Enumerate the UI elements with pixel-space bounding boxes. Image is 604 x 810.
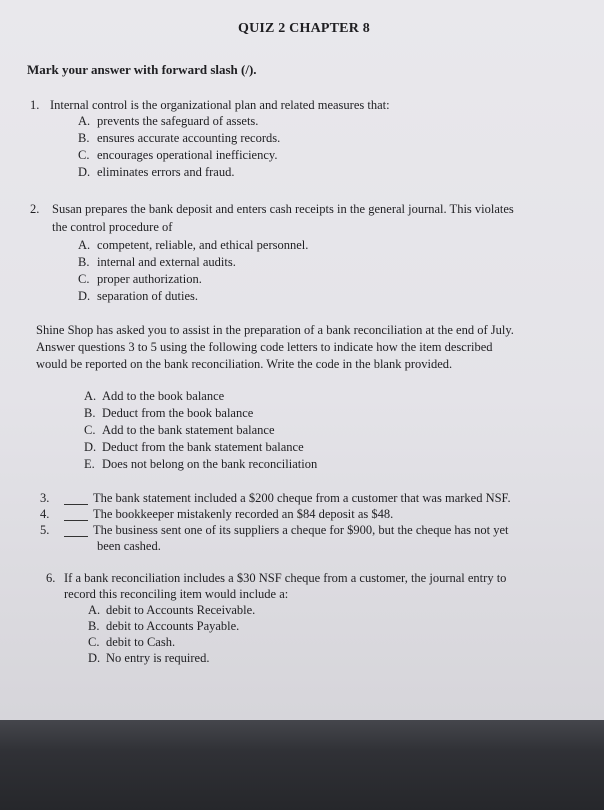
code-text: Add to the book balance: [102, 389, 225, 403]
q6-text-line1: If a bank reconciliation includes a $30 NSF cheque from a customer, the journal entry to: [64, 571, 507, 585]
q6-text-line2: record this reconciling item would include a:: [64, 587, 289, 601]
code-letter: A.: [84, 389, 97, 403]
q2-option-letter[interactable]: A.: [78, 238, 91, 252]
q1-option-text[interactable]: encourages operational inefficiency.: [97, 148, 278, 162]
q2-option-text[interactable]: proper authorization.: [97, 272, 202, 286]
intro-line3: would be reported on the bank reconciliation. Write the code in the blank provided.: [36, 357, 453, 371]
intro-line1: Shine Shop has asked you to assist in the preparation of a bank reconciliation at the end of July.: [36, 323, 514, 337]
item-text-continued: been cashed.: [97, 539, 161, 553]
q2-option-letter[interactable]: B.: [78, 255, 90, 269]
q1-option-letter[interactable]: B.: [78, 131, 90, 145]
item-text: The bookkeeper mistakenly recorded an $84 deposit as $48.: [93, 507, 394, 521]
code-text: Deduct from the book balance: [102, 406, 254, 420]
q2-option-text[interactable]: separation of duties.: [97, 289, 199, 303]
q2-option-text[interactable]: internal and external audits.: [97, 255, 236, 269]
q2-text-line1: Susan prepares the bank deposit and enters cash receipts in the general journal. This violates: [52, 202, 514, 216]
q6-option-letter[interactable]: B.: [88, 619, 100, 633]
q6-option-text[interactable]: debit to Cash.: [106, 635, 176, 649]
q6-option-text[interactable]: debit to Accounts Payable.: [106, 619, 240, 633]
code-letter: E.: [84, 457, 95, 471]
q6-option-text[interactable]: No entry is required.: [106, 651, 210, 665]
q2-text-line2: the control procedure of: [52, 220, 173, 234]
monitor-bezel: [0, 720, 604, 810]
q1-text: Internal control is the organizational plan and related measures that:: [50, 98, 390, 112]
q2-number: 2.: [30, 202, 40, 216]
q1-option-text[interactable]: ensures accurate accounting records.: [97, 131, 281, 145]
answer-blank[interactable]: [64, 493, 88, 505]
code-letter: D.: [84, 440, 97, 454]
item-number: 3.: [40, 491, 50, 505]
answer-blank[interactable]: [64, 509, 88, 521]
code-text: Does not belong on the bank reconciliation: [102, 457, 318, 471]
q2-option-text[interactable]: competent, reliable, and ethical personnel.: [97, 238, 309, 252]
item-text: The bank statement included a $200 cheque from a customer that was marked NSF.: [93, 491, 511, 505]
q1-option-letter[interactable]: A.: [78, 114, 91, 128]
code-text: Add to the bank statement balance: [102, 423, 275, 437]
q1-option-text[interactable]: eliminates errors and fraud.: [97, 165, 235, 179]
q2-option-letter[interactable]: C.: [78, 272, 90, 286]
code-letter: B.: [84, 406, 96, 420]
q6-option-letter[interactable]: C.: [88, 635, 100, 649]
item-number: 4.: [40, 507, 50, 521]
code-letter: C.: [84, 423, 96, 437]
item-number: 5.: [40, 523, 50, 537]
q1-number: 1.: [30, 98, 40, 112]
q1-option-letter[interactable]: D.: [78, 165, 91, 179]
item-text: The business sent one of its suppliers a cheque for $900, but the cheque has not yet: [93, 523, 509, 537]
intro-line2: Answer questions 3 to 5 using the following code letters to indicate how the item described: [36, 340, 493, 354]
q2-option-letter[interactable]: D.: [78, 289, 91, 303]
code-text: Deduct from the bank statement balance: [102, 440, 304, 454]
page-title: QUIZ 2 CHAPTER 8: [238, 21, 370, 36]
q1-option-letter[interactable]: C.: [78, 148, 90, 162]
q1-option-text[interactable]: prevents the safeguard of assets.: [97, 114, 259, 128]
q6-number: 6.: [46, 571, 56, 585]
q6-option-letter[interactable]: D.: [88, 651, 101, 665]
answer-blank[interactable]: [64, 525, 88, 537]
instructions: Mark your answer with forward slash (/).: [27, 62, 257, 77]
q6-option-text[interactable]: debit to Accounts Receivable.: [106, 603, 256, 617]
q6-option-letter[interactable]: A.: [88, 603, 101, 617]
